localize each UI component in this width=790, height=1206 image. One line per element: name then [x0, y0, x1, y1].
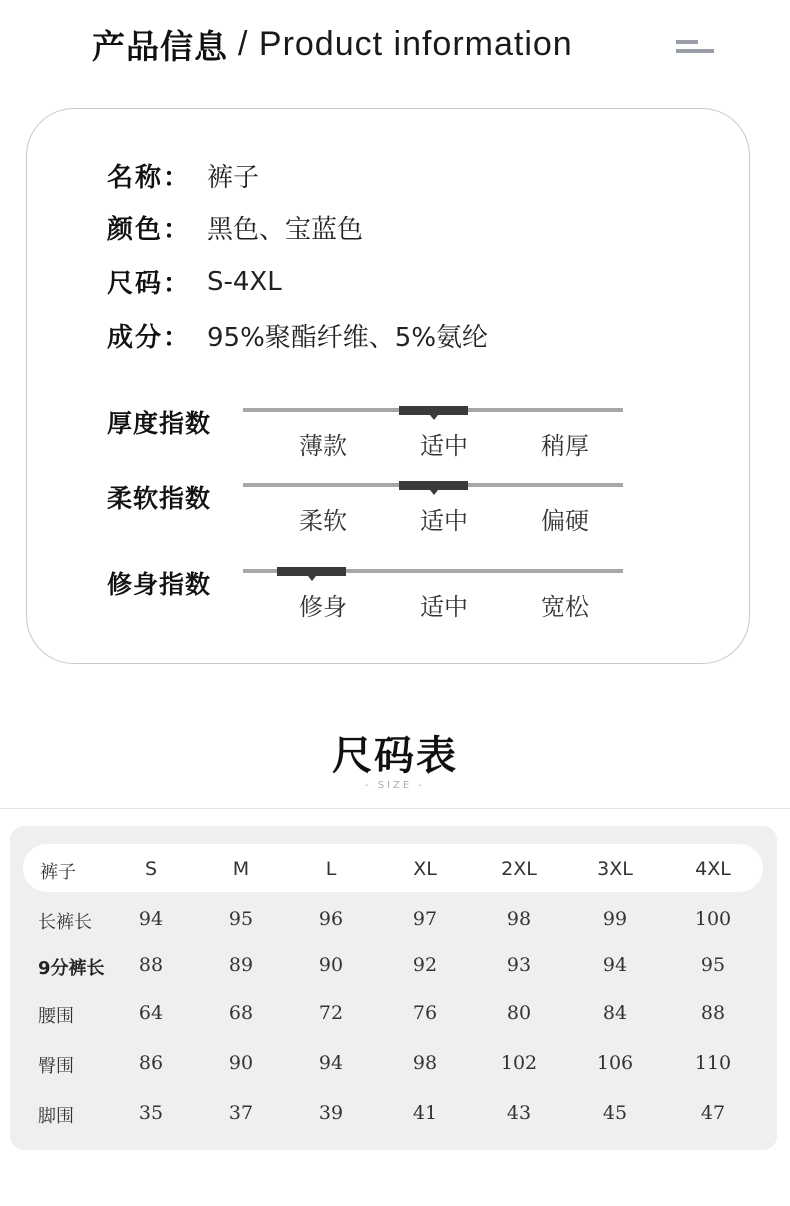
table-cell: 94 — [602, 954, 628, 976]
section-header — [92, 22, 573, 66]
table-header-size: M — [232, 858, 250, 880]
info-key: 颜色： — [107, 215, 192, 245]
table-cell: 84 — [602, 1002, 628, 1024]
index-option: 适中 — [420, 432, 468, 460]
table-cell: 110 — [694, 1052, 732, 1074]
size-chart-title: 尺码表 — [332, 732, 458, 779]
table-cell: 89 — [228, 954, 254, 976]
info-row-color — [107, 209, 363, 246]
size-table — [10, 826, 777, 1150]
index-option: 偏硬 — [541, 507, 589, 535]
table-header-size: L — [325, 858, 337, 880]
table-cell: 102 — [500, 1052, 538, 1074]
table-cell: 68 — [228, 1002, 254, 1024]
table-cell: 80 — [506, 1002, 532, 1024]
table-row-label: 腰围 — [38, 1006, 74, 1027]
table-cell: 93 — [506, 954, 532, 976]
table-cell: 95 — [700, 954, 726, 976]
table-cell: 94 — [318, 1052, 344, 1074]
table-header-size: S — [144, 858, 158, 880]
header-decoration — [676, 40, 714, 54]
info-value: 裤子 — [207, 163, 260, 193]
header-title-en: / Product information — [238, 24, 573, 63]
table-cell: 43 — [506, 1102, 532, 1124]
table-cell: 90 — [228, 1052, 254, 1074]
table-header-size: 2XL — [501, 858, 537, 880]
table-cell: 37 — [228, 1102, 254, 1124]
product-info-card — [26, 108, 750, 664]
table-cell: 64 — [138, 1002, 164, 1024]
index-track — [243, 483, 623, 487]
table-cell: 41 — [412, 1102, 438, 1124]
index-marker — [399, 406, 468, 415]
table-cell: 99 — [602, 908, 628, 930]
table-cell: 47 — [700, 1102, 726, 1124]
table-cell: 35 — [138, 1102, 164, 1124]
index-option: 宽松 — [541, 593, 589, 621]
info-value: 95%聚酯纤维、5%氨纶 — [207, 323, 489, 353]
table-cell: 98 — [412, 1052, 438, 1074]
info-row-name — [107, 157, 259, 194]
index-option: 适中 — [420, 507, 468, 535]
table-cell: 45 — [602, 1102, 628, 1124]
index-track — [243, 569, 623, 573]
index-option: 适中 — [420, 593, 468, 621]
table-cell: 92 — [412, 954, 438, 976]
header-title-cn: 产品信息 — [92, 26, 228, 66]
table-cell: 76 — [412, 1002, 438, 1024]
index-option: 修身 — [299, 593, 347, 621]
table-cell: 106 — [596, 1052, 634, 1074]
table-row-label: 臀围 — [38, 1056, 74, 1077]
table-cell: 97 — [412, 908, 438, 930]
index-option: 柔软 — [299, 507, 347, 535]
fit-index — [107, 569, 627, 629]
divider — [0, 808, 790, 809]
index-option: 薄款 — [299, 432, 347, 460]
size-chart-subtitle: - SIZE - — [364, 780, 426, 791]
table-cell: 100 — [694, 908, 732, 930]
info-row-size — [107, 263, 282, 300]
table-cell: 96 — [318, 908, 344, 930]
info-value: S-4XL — [207, 266, 282, 297]
info-key: 尺码： — [107, 269, 192, 299]
index-marker — [277, 567, 346, 576]
table-header-size: XL — [413, 858, 437, 880]
table-header-size: 3XL — [597, 858, 633, 880]
table-cell: 95 — [228, 908, 254, 930]
table-cell: 98 — [506, 908, 532, 930]
info-key: 名称： — [107, 163, 192, 193]
index-marker — [399, 481, 468, 490]
softness-index — [107, 483, 627, 543]
table-cell: 86 — [138, 1052, 164, 1074]
index-track — [243, 408, 623, 412]
info-key: 成分： — [107, 323, 192, 353]
thickness-index — [107, 408, 627, 468]
table-cell: 94 — [138, 908, 164, 930]
index-option: 稍厚 — [541, 432, 589, 460]
info-row-material — [107, 317, 488, 354]
table-header-size: 4XL — [695, 858, 731, 880]
table-header-label: 裤子 — [40, 862, 76, 883]
table-row-label: 长裤长 — [38, 912, 92, 933]
table-cell: 39 — [318, 1102, 344, 1124]
table-cell: 90 — [318, 954, 344, 976]
index-label: 厚度指数 — [107, 409, 212, 438]
info-value: 黑色、宝蓝色 — [207, 215, 364, 245]
index-label: 修身指数 — [107, 570, 212, 599]
table-row-label: 9分裤长 — [38, 958, 105, 979]
table-row-label: 脚围 — [38, 1106, 74, 1127]
table-cell: 72 — [318, 1002, 344, 1024]
table-cell: 88 — [138, 954, 164, 976]
table-cell: 88 — [700, 1002, 726, 1024]
index-label: 柔软指数 — [107, 484, 212, 513]
